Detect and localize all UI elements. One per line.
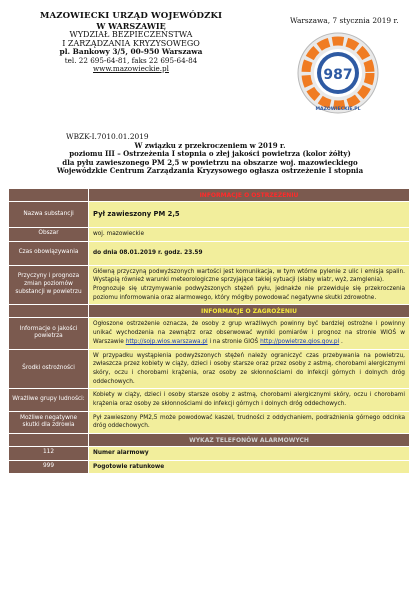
announcement-intro bbox=[30, 142, 390, 175]
phone-number: 999 bbox=[9, 460, 89, 474]
section-title: INFORMACJE O OSTRZEŻENIU bbox=[89, 189, 410, 202]
table-row bbox=[9, 318, 410, 349]
section-header-warning-info bbox=[9, 189, 410, 202]
row-label-sensitive-groups: Wrażliwe grupy ludności: bbox=[9, 389, 89, 411]
sensitive-groups-value: Kobiety w ciąży, dzieci i osoby starsze osoby z astmą, chorobami alergicznymi skóry, oczu i chorobami krążenia oraz osoby ze skłonnościami do infekcji górnych i dolnych dróg oddechowych. bbox=[89, 389, 410, 411]
row-label-health-effects: Możliwe negatywne skutki dla zdrowia bbox=[9, 411, 89, 433]
area-value: woj. mazowieckie bbox=[89, 228, 410, 242]
reference-number: WBZK-I.7010.01.2019 bbox=[66, 132, 149, 141]
time-value: do dnia 08.01.2019 r. godz. 23.59 bbox=[89, 241, 410, 265]
org-name: MAZOWIECKI URZĄD WOJEWÓDZKI bbox=[39, 11, 223, 21]
letterhead bbox=[0, 0, 418, 118]
table-row bbox=[9, 389, 410, 411]
org-city: W WARSZAWIE bbox=[96, 20, 166, 31]
row-label-precautions: Środki ostrożności bbox=[9, 349, 89, 389]
table-row bbox=[9, 411, 410, 433]
table-row bbox=[9, 349, 410, 389]
air-quality-value bbox=[89, 318, 410, 349]
org-website-link[interactable]: www.mazowieckie.pl bbox=[93, 63, 169, 73]
causes-paragraph-1: Główną przyczyną podwyższonych wartości jest komunikacja, w tym wtórne pylenie z ulic i emisja spalin. Wystąpią również warunki meteorologiczne sprzyjające takiej sytuacji (słaby wiatr, wyż, zamglenia). bbox=[93, 268, 405, 284]
phone-row bbox=[9, 447, 410, 461]
intro-line-3: dla pyłu zawieszonego PM 2,5 w powietrzu na obszarze woj. mazowieckiego bbox=[62, 157, 358, 167]
health-effects-value: Pył zawieszony PM2,5 może powodować kaszel, trudności z oddychaniem, podrażnienia górnego odcinka dróg oddechowych. bbox=[89, 411, 410, 433]
phone-name: Numer alarmowy bbox=[89, 447, 410, 461]
table-row bbox=[9, 228, 410, 242]
organization-block bbox=[36, 12, 226, 73]
phone-name: Pogotowie ratunkowe bbox=[89, 460, 410, 474]
info-text: Ogłoszone ostrzeżenie oznacza, że osoby z grup wrażliwych powinny być bardziej ostrożne i powinny unikać wychodzenia na zewnątrz oraz obserwować wyniki pomiarów i prognoz na stronie WIOŚ w Warszawie bbox=[93, 321, 405, 345]
section-title: WYKAZ TELEFONÓW ALARMOWYCH bbox=[89, 434, 410, 447]
precautions-value: W przypadku wystąpienia podwyższonych stężeń należy ograniczyć czas przebywania na powietrzu, zwłaszcza przez kobiety w ciąży, dzieci i osoby starsze oraz przez osoby z astmą, chorobami alergicznymi skóry, oczu i chorobami krążenia, oraz osoby ze skłonnościami do infekcji górnych i dolnych dróg oddechowych. bbox=[89, 349, 410, 389]
causes-value bbox=[89, 265, 410, 305]
table-row bbox=[9, 241, 410, 265]
row-label-time: Czas obowiązywania bbox=[9, 241, 89, 265]
phone-number: 112 bbox=[9, 447, 89, 461]
wios-link[interactable]: http://sojp.wios.warszawa.pl bbox=[125, 338, 208, 345]
causes-paragraph-2: Prognozuje się utrzymywanie podwyższonych stężeń pyłu, jednakże nie przewiduje się przekroczenia poziomu informowania oraz alarmowego, który mógłby powodować negatywne skutki zdrowotne. bbox=[93, 286, 405, 301]
info-text: . bbox=[339, 338, 343, 345]
phone-row bbox=[9, 460, 410, 474]
substance-value: Pył zawieszony PM 2,5 bbox=[89, 202, 410, 228]
org-phones: tel. 22 695-64-81, faks 22 695-64-84 bbox=[64, 55, 198, 65]
intro-line-1: W związku z przekroczeniem w 2019 r. bbox=[134, 141, 286, 150]
section-title: INFORMACJE O ZAGROŻENIU bbox=[89, 305, 410, 318]
table-row bbox=[9, 202, 410, 228]
logo-number: 987 bbox=[323, 67, 353, 83]
logo-caption: MAZOWIECKIE.PL bbox=[315, 107, 361, 112]
table-row bbox=[9, 265, 410, 305]
section-header-emergency-phones bbox=[9, 434, 410, 447]
department-name: WYDZIAŁ BEZPIECZEŃSTWA bbox=[69, 29, 193, 39]
document-date: Warszawa, 7 stycznia 2019 r. bbox=[290, 16, 399, 25]
row-label-area: Obszar bbox=[9, 228, 89, 242]
gios-link[interactable]: http://powietrze.gios.gov.pl bbox=[260, 338, 340, 345]
org-address: pl. Bankowy 3/5, 00-950 Warszawa bbox=[59, 47, 203, 57]
intro-line-4: Wojewódzkie Centrum Zarządzania Kryzysowego ogłasza ostrzeżenie I stopnia bbox=[56, 165, 364, 175]
intro-line-2: poziomu III – Ostrzeżenia I stopnia o złej jakości powietrza (kolor żółty) bbox=[69, 149, 351, 159]
crisis-center-987-logo bbox=[289, 30, 387, 116]
department-name-2: I ZARZĄDZANIA KRYZYSOWEGO bbox=[62, 38, 200, 48]
warning-table bbox=[8, 188, 410, 474]
row-label-causes: Przyczyny i prognoza zmian poziomów substancji w powietrzu bbox=[9, 265, 89, 305]
row-label-substance: Nazwa substancji bbox=[9, 202, 89, 228]
row-label-air-quality: Informacje o jakości powietrza bbox=[9, 318, 89, 349]
info-text: i na stronie GIOŚ bbox=[207, 338, 261, 345]
section-header-threat-info bbox=[9, 305, 410, 318]
